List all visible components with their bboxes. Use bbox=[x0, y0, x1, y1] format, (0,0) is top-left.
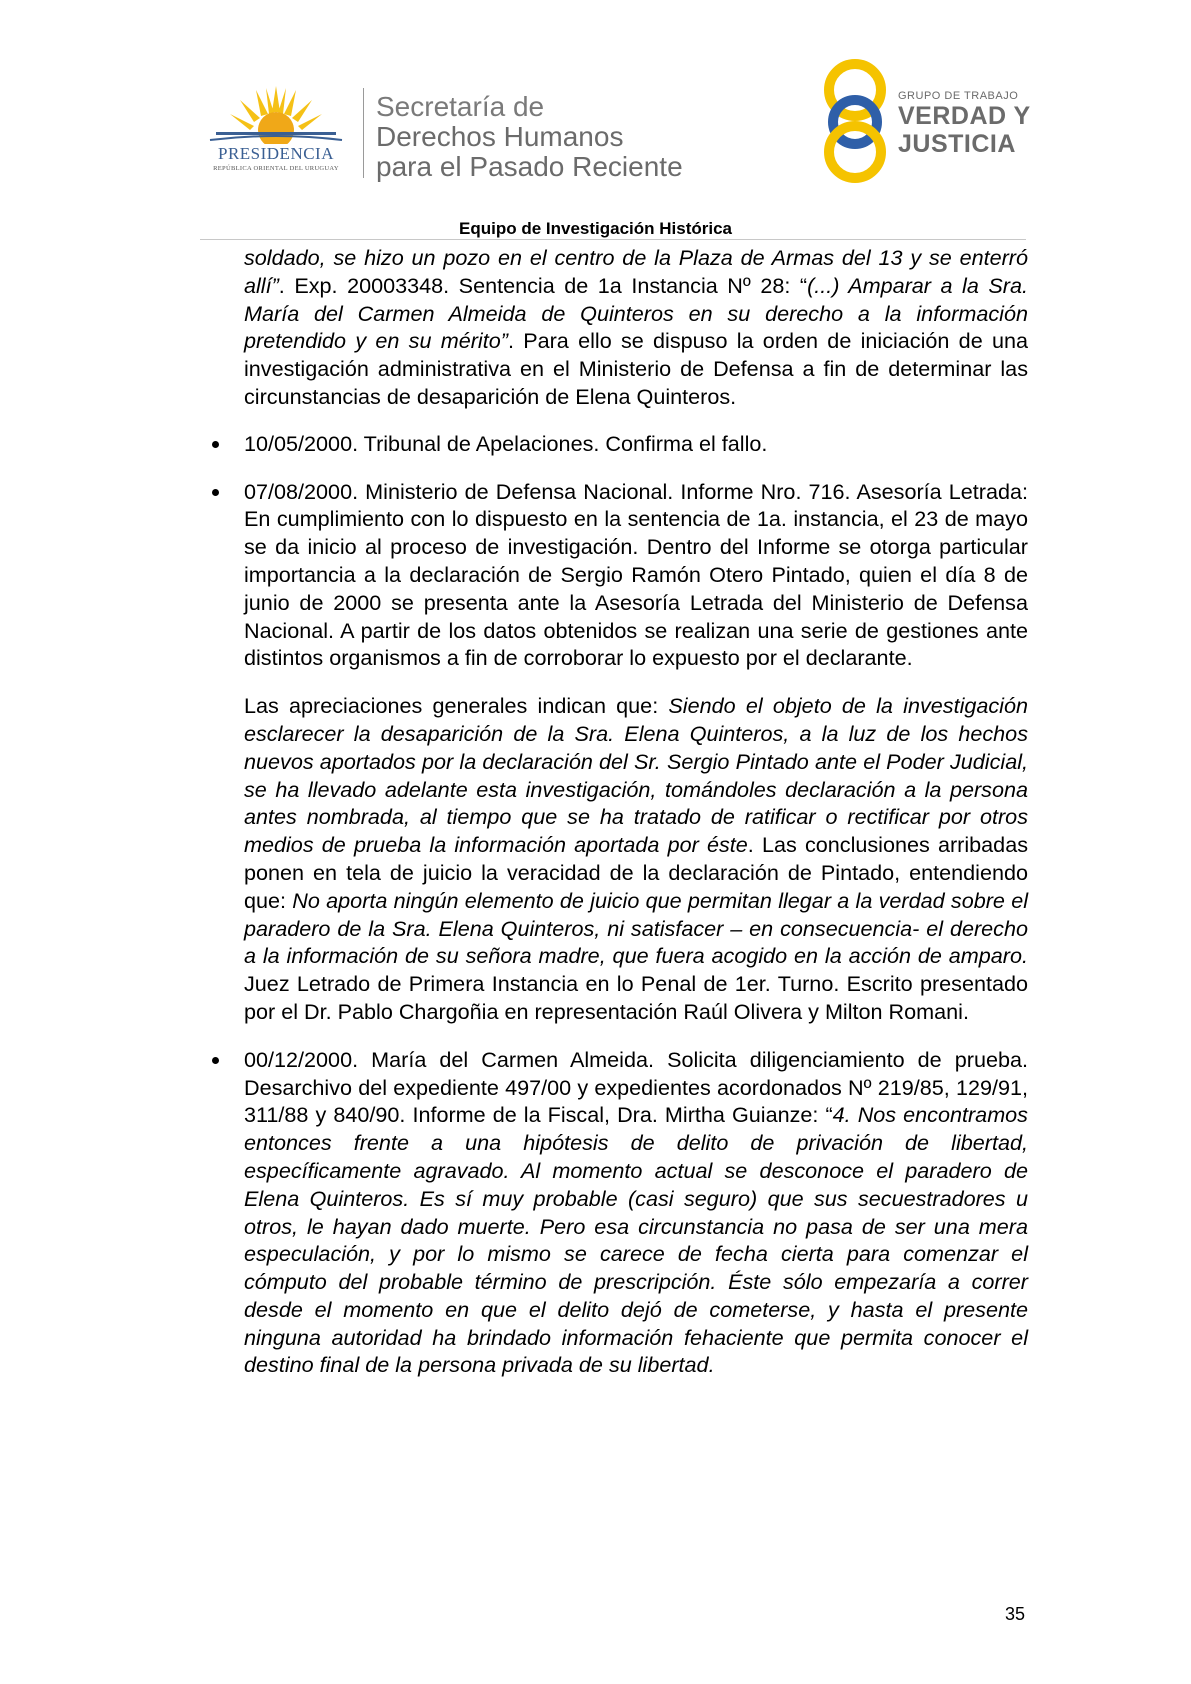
presidencia-logo bbox=[196, 82, 356, 182]
quote-italic: Siendo el objeto de la investigación esclarecer la desaparición de la Sra. Elena Quinteros, a la luz de los hechos nuevos aportados por la declaración del Sr. Sergio Pintado ante el Poder Judicial, se ha llevado adelante esta investigación, tomándoles declaración a la persona antes nombrada, al tiempo que se ha tratado de ratificar o rectificar por otros medios de prueba la información aportada por éste bbox=[244, 693, 1028, 858]
quote-italic: soldado, se hizo un pozo en el centro de la Plaza de Armas del 13 y se enterró allí” bbox=[244, 245, 1028, 298]
page-header bbox=[0, 0, 1191, 240]
sun-emblem-icon bbox=[196, 82, 356, 144]
text-run: . Las conclusiones arribadas ponen en tela de juicio la veracidad de la declaración de Pintado, entendiendo que: bbox=[244, 832, 1028, 913]
document-body bbox=[244, 244, 1028, 1379]
secretaria-line-3: para el Pasado Reciente bbox=[376, 151, 683, 182]
text-run: Las apreciaciones generales indican que: bbox=[244, 693, 669, 719]
bullet-item: 07/08/2000. Ministerio de Defensa Nacional. Informe Nro. 716. Asesoría Letrada: En cumplimiento con lo dispuesto en la sentencia de 1a. instancia, el 23 de mayo se da inicio al proceso de investigación. Dentro del Informe se otorga particular importancia a la declaración de Sergio Ramón Otero Pintado, quien el día 8 de junio de 2000 se presenta ante la Asesoría Letrada del Ministerio de Defensa Nacional. A partir de los datos obtenidos se realizan una serie de gestiones ante distintos organismos a fin de corroborar lo expuesto por el declarante. bbox=[244, 478, 1028, 671]
bullet-item: 10/05/2000. Tribunal de Apelaciones. Confirma el fallo. bbox=[244, 430, 1028, 458]
presidencia-name: PRESIDENCIA bbox=[217, 144, 334, 163]
text-run: . Para ello se dispuso la orden de iniciación de una investigación administrativa en el Ministerio de Defensa a fin de determinar las circunstancias de desaparición de Elena Quinteros. bbox=[244, 328, 1028, 409]
vj-group-label: GRUPO DE TRABAJO bbox=[898, 90, 1019, 102]
quote-italic: 4. Nos encontramos entonces frente a una hipótesis de delito de privación de libertad, específicamente agravado. Al momento actual se desconoce el paradero de Elena Quinteros. Es sí muy probable (casi seguro) que sus secuestradores u otros, le hayan dado muerte. Pero esa circunstancia no pasa de ser una mera especulación, y por lo mismo se carece de fecha cierta para comenzar el cómputo del probable término de prescripción. Éste sólo empezaría a correr desde el momento en que el delito dejó de cometerse, y hasta el presente ninguna autoridad ha brindado información fehaciente que permita conocer el destino final de la persona privada de su libertad. bbox=[244, 1102, 1028, 1378]
vj-line-2: JUSTICIA bbox=[898, 130, 1016, 158]
quote-italic: No aporta ningún elemento de juicio que permitan llegar a la verdad sobre el paradero de la Sra. Elena Quinteros, ni satisfacer – en consecuencia- el derecho a la información de su señora madre, que fuera acogido en la acción de amparo. bbox=[244, 887, 1028, 969]
paragraph bbox=[244, 692, 1028, 1026]
verdad-justicia-rings-icon bbox=[820, 56, 890, 184]
bullet-item bbox=[244, 1046, 1028, 1380]
verdad-justicia-text bbox=[898, 90, 1031, 158]
vj-line-1: VERDAD Y bbox=[898, 102, 1031, 130]
paragraph-continuation bbox=[244, 244, 1028, 411]
header-divider bbox=[363, 88, 364, 178]
secretaria-line-2: Derechos Humanos bbox=[376, 121, 624, 152]
text-run: . Exp. 20003348. Sentencia de 1a Instancia Nº 28: “ bbox=[278, 272, 808, 298]
secretaria-logo-text bbox=[376, 92, 683, 182]
quote-italic: (...) Amparar a la Sra. María del Carmen Almeida de Quinteros en su derecho a la información pretendido y en su mérito” bbox=[244, 272, 1029, 354]
text-run: 00/12/2000. María del Carmen Almeida. Solicita diligenciamiento de prueba. Desarchivo del expediente 497/00 y expedientes acordonados Nº 219/85, 129/91, 311/88 y 840/90. Informe de la Fiscal, Dra. Mirtha Guianze: “ bbox=[244, 1046, 1028, 1128]
header-rule bbox=[200, 239, 1026, 240]
text-run: Juez Letrado de Primera Instancia en lo Penal de 1er. Turno. Escrito presentado por el Dr. Pablo Chargoñia en representación Raúl Olivera y Milton Romani. bbox=[244, 971, 1028, 1024]
presidencia-subtitle: REPÚBLICA ORIENTAL DEL URUGUAY bbox=[213, 165, 339, 172]
page-number: 35 bbox=[1004, 1604, 1025, 1624]
secretaria-line-1: Secretaría de bbox=[376, 91, 545, 122]
team-title: Equipo de Investigación Histórica bbox=[459, 219, 732, 238]
